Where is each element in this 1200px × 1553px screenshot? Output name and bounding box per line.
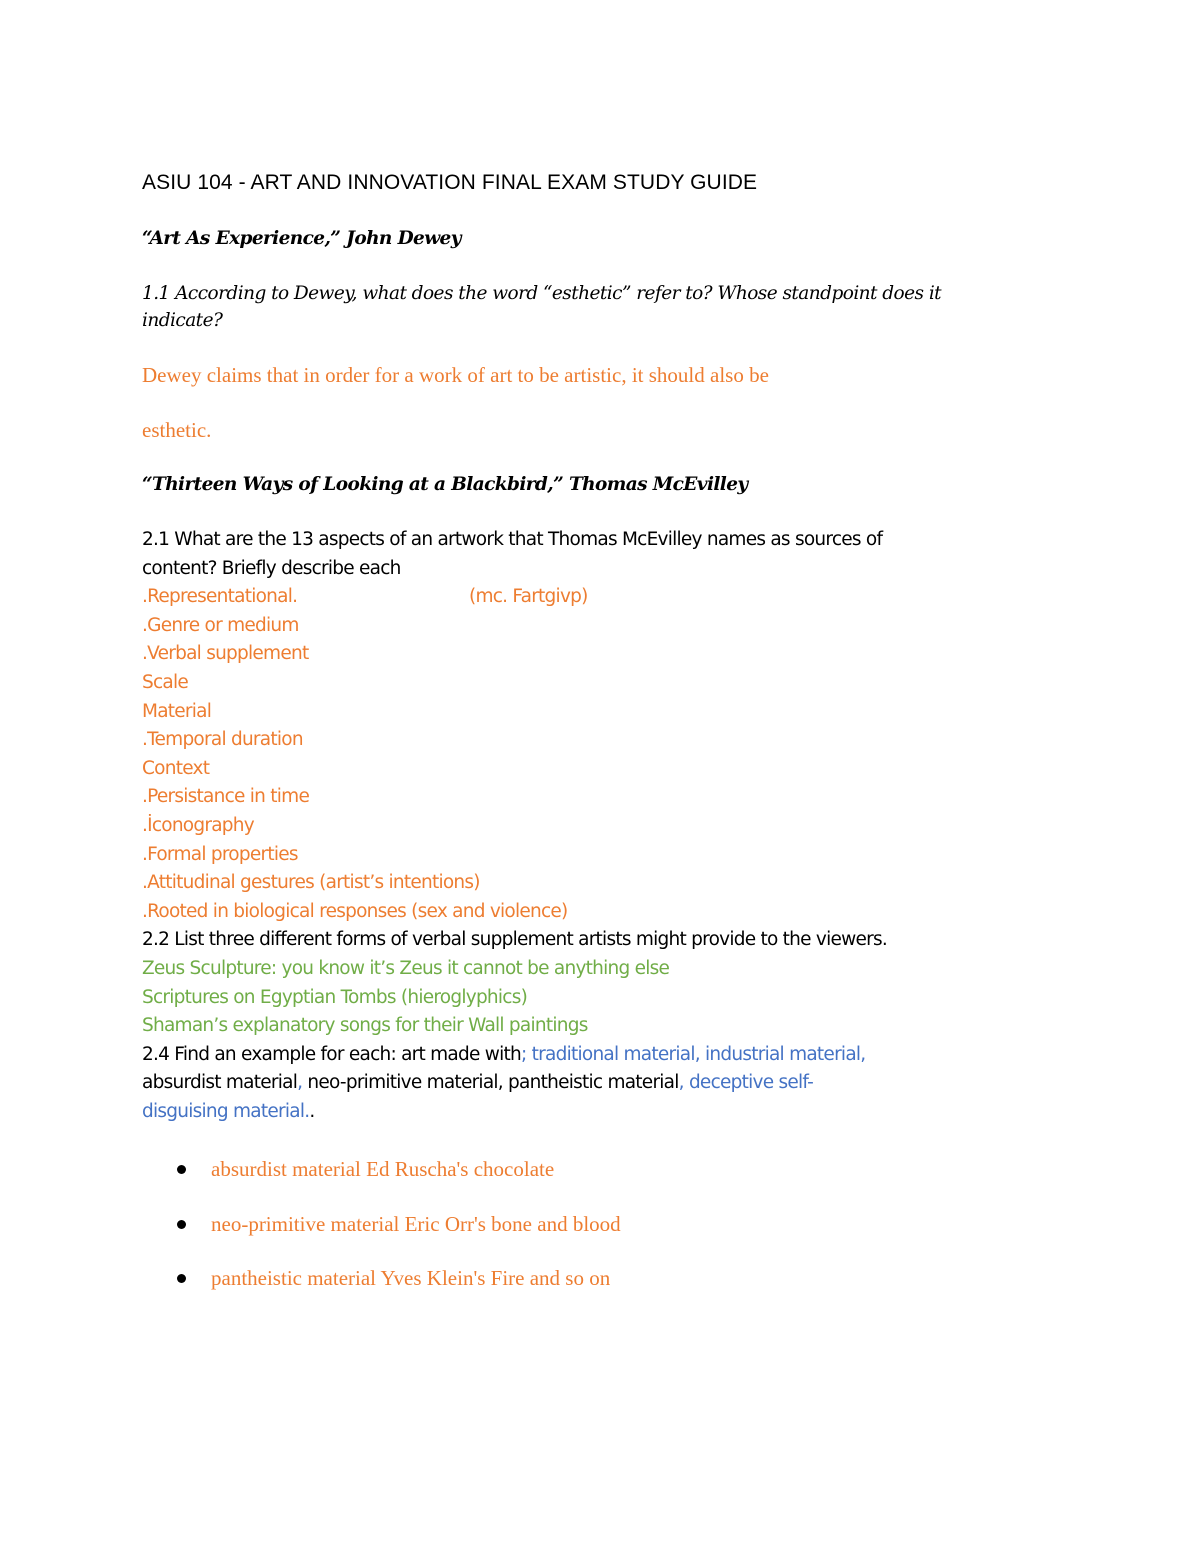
- section-2-body: [142, 526, 887, 1126]
- question-2-4-deceptive-1: deceptive self-: [683, 1072, 814, 1094]
- section-heading-dewey: “Art As Experience,” John Dewey: [142, 228, 461, 249]
- example-text: neo-primitive material Eric Orr's bone and blood: [211, 1212, 621, 1236]
- question-1-1-line1: 1.1 According to Dewey, what does the word “esthetic” refer to? Whose standpoint does it: [142, 283, 942, 304]
- question-2-4-line1: [142, 1041, 887, 1070]
- question-1-1: [142, 280, 941, 334]
- question-2-4-semicolon: ;: [521, 1043, 527, 1065]
- aspect-item: .Temporal duration: [142, 729, 303, 751]
- verbal-supplement-answer: Scriptures on Egyptian Tombs (hieroglyphics): [142, 986, 528, 1008]
- verbal-supplement-answer: Shaman’s explanatory songs for their Wall paintings: [142, 1015, 588, 1037]
- aspect-item: Scale: [142, 671, 189, 693]
- aspect-mnemonic-note: (mc. Fartgivp): [469, 586, 588, 608]
- example-text: absurdist material Ed Ruscha's chocolate: [211, 1157, 555, 1181]
- page-title: ASIU 104 - ART AND INNOVATION FINAL EXAM STUDY GUIDE: [142, 171, 758, 194]
- question-2-4-line2: [142, 1069, 887, 1098]
- section-heading-mcevilley: “Thirteen Ways of Looking at a Blackbird,” Thomas McEvilley: [142, 474, 748, 495]
- aspect-item: [142, 583, 887, 612]
- answer-1-1-line2: esthetic.: [142, 418, 212, 442]
- question-1-1-line2: indicate?: [142, 310, 223, 331]
- question-2-4-absurdist: absurdist material: [142, 1072, 298, 1094]
- aspect-item: .Rooted in biological responses (sex and violence): [142, 900, 568, 922]
- question-2-4-traditional: traditional material, industrial material,: [526, 1043, 866, 1065]
- bullet-icon: [177, 1165, 186, 1174]
- question-2-2: 2.2 List three different forms of verbal supplement artists might provide to the viewers.: [142, 929, 888, 951]
- question-2-4-line3: [142, 1098, 887, 1127]
- question-2-4-period: .: [309, 1100, 315, 1122]
- aspect-text: .Representational.: [142, 586, 298, 608]
- question-2-4-intro: 2.4 Find an example for each: art made with: [142, 1043, 522, 1065]
- question-2-4-comma-1: ,: [297, 1072, 303, 1094]
- answer-1-1-line1: Dewey claims that in order for a work of art to be artistic, it should also be: [142, 363, 769, 387]
- aspect-item: .Formal properties: [142, 843, 298, 865]
- aspect-item: Material: [142, 700, 212, 722]
- bullet-icon: [177, 1220, 186, 1229]
- question-2-4-comma-2: ,: [678, 1072, 684, 1094]
- aspect-item: Context: [142, 757, 210, 779]
- bullet-icon: [177, 1274, 186, 1283]
- aspect-item: .İconography: [142, 814, 254, 836]
- question-2-4-deceptive-2: disguising material.: [142, 1100, 310, 1122]
- aspect-item: .Persistance in time: [142, 786, 310, 808]
- aspect-item: .Verbal supplement: [142, 643, 309, 665]
- verbal-supplement-answer: Zeus Sculpture: you know it’s Zeus it cannot be anything else: [142, 957, 670, 979]
- aspect-item: .Attitudinal gestures (artist’s intentions): [142, 872, 480, 894]
- question-2-1-line1: 2.1 What are the 13 aspects of an artwork that Thomas McEvilley names as sources of: [142, 529, 883, 550]
- aspect-item: .Genre or medium: [142, 614, 299, 636]
- question-2-1-line2: content? Briefly describe each: [142, 557, 401, 579]
- question-2-4-rest: neo-primitive material, pantheistic material: [302, 1072, 679, 1094]
- example-text: pantheistic material Yves Klein's Fire and so on: [211, 1266, 611, 1290]
